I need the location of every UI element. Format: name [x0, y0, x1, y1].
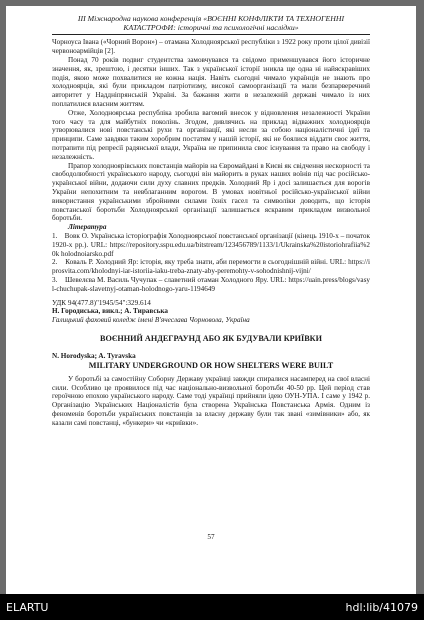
- udk-code: УДК 94(477.8)"1945/54":329.614: [52, 298, 151, 307]
- reference-text: Вовк О. Українська історіографія Холодноярської повстанської організації (кінець 1910-х – початок 1920-х рр.). URL:: [52, 231, 371, 249]
- reference-text: Шевелєва М. Василь Чучупак – славетний отаман Холодного Яру. URL:: [64, 275, 287, 284]
- paragraph: Понад 70 років подвиг студентства замовчувався та свідомо применшувався його історичне значення, як, зрештою, і десятки інших. Так з української історії зникла ще одна ні найяскравіших подія, якою може похвалитися не кожна нація. Навіть сьогодні чимало українців не знають про холодноярців, які були прикладом патріотизму, високої самоорганізації та мали безпарверечний авторитет у Наддніпрянській Україні. За бажання жити в незалежній державі чимало із них поплатилися власним життям.: [52, 56, 370, 108]
- affiliation: Галицький фаховий коледж імені В'ячеслава Чорновола, Україна: [52, 316, 250, 325]
- header-line-1: ІІІ Міжнародна наукова конференція «ВОЄННІ КОНФЛІКТИ ТА ТЕХНОГЕННІ: [77, 14, 345, 23]
- authors-en: N. Horodyska; A. Tyravska: [52, 351, 136, 360]
- abstract-paragraph: У боротьбі за самостійну Соборну Державу українці завжди спиралися насамперед на свої власні сили. Особливо це проявилося під час національно-визвольної боротьби 40-50 рр. Цей період став героїчною епохою українського народу. Саме тоді українці прийняли ідею ОУН-УПА. І саме у 1942 р. Організацію Українських Націоналістів була створена Українська Повстанська Армія. Одним із феноменів боротьби українських повстанців за власну державу були так звані «зимівники» або, як казали самі повстанці, «бункери» чи «криївки».: [52, 374, 370, 427]
- article-title-ua: ВОЄННИЙ АНДЕГРАУНД АБО ЯК БУДУВАЛИ КРИЇВКИ: [100, 333, 322, 343]
- header-line-2: КАТАСТРОФИ: історичні та психологічні наслідки»: [123, 23, 299, 33]
- paragraph: Прапор холодноярівських повстанців майорів на Євромайдані в Києві як свідчення нескорності та свободолюбності українського народу, сьогодні він майорить в руках наших воїнів під час російсько-української війни, додаючи сили духу славних предків. Холодний Яр і досі залишається для ворогів України непохитним та невблаганним ворогом. В умовах новітньої російсько-української війни використання українськими збройними силами їхніх гасел та символіки доводить, що історія повстанської боротьби Холодноярської організації залишається яскравим прикладом визвольної боротьби.: [52, 161, 370, 223]
- reference-link[interactable]: https://uain.press/blogs/vasyl-chuchupak-slavetnyj-otaman-holodnogo-yaru-1194649: [52, 275, 371, 293]
- authors-ua: Н. Городиська, викл.; А. Тиравська: [52, 307, 168, 316]
- reference-item: [52, 232, 370, 258]
- reference-item: [52, 258, 370, 276]
- reference-number: 2.: [52, 258, 58, 267]
- reference-number: 1.: [52, 231, 58, 240]
- article-title-en: MILITARY UNDERGROUND OR HOW SHELTERS WERE BUILT: [88, 360, 334, 370]
- repository-name: ELARTU: [6, 601, 49, 614]
- page-number: 57: [207, 533, 215, 541]
- reference-item: [52, 276, 370, 294]
- document-page: [6, 6, 416, 594]
- handle-id: hdl:lib/41079: [345, 601, 418, 614]
- page-content: [52, 14, 370, 427]
- literature-heading: Література: [68, 223, 107, 232]
- paragraph: Отже, Холодноярська республіка зробила вагомий внесок у відновлення незалежності України того часу та для майбутніх поколінь. Згодом, дивлячись на приклад відважних холодноярців утворювалися нові повстанські рухи та організації, які несли за собою націоналістичні ідеї та принципи. Саме завдяки таким хоробрим постатям у нашій історії, які не боялися віддати своє життя, потрапити під репресії радянської влади, Україна не припинила своє існування та право на свободу і незалежність.: [52, 108, 370, 161]
- reference-number: 3.: [52, 275, 58, 284]
- footer-bar: [0, 594, 424, 620]
- reference-text: Коваль Р. Холодний Яр: історія, яку треба знати, аби перемогти в сьогоднішній війні. URL:: [65, 258, 347, 267]
- running-header: [52, 14, 370, 35]
- reference-link[interactable]: https://iprosvita.com/kholodnyi-iar-istoriia-iaku-treba-znaty-aby-peremohty-v-sohodnishnij-vijni/: [52, 258, 371, 276]
- paragraph-continuation: Чорноуса Івана («Чорний Ворон») – отамана Холодноярської республіки з 1922 року проти цілої дивізії червоноармійців [2].: [52, 38, 370, 56]
- reference-link[interactable]: https://repository.sspu.edu.ua/bitstream/123456789/1133/1/Ukrainska%20istoriohrafiia%20k holodnoiarsko.pdf: [52, 240, 370, 258]
